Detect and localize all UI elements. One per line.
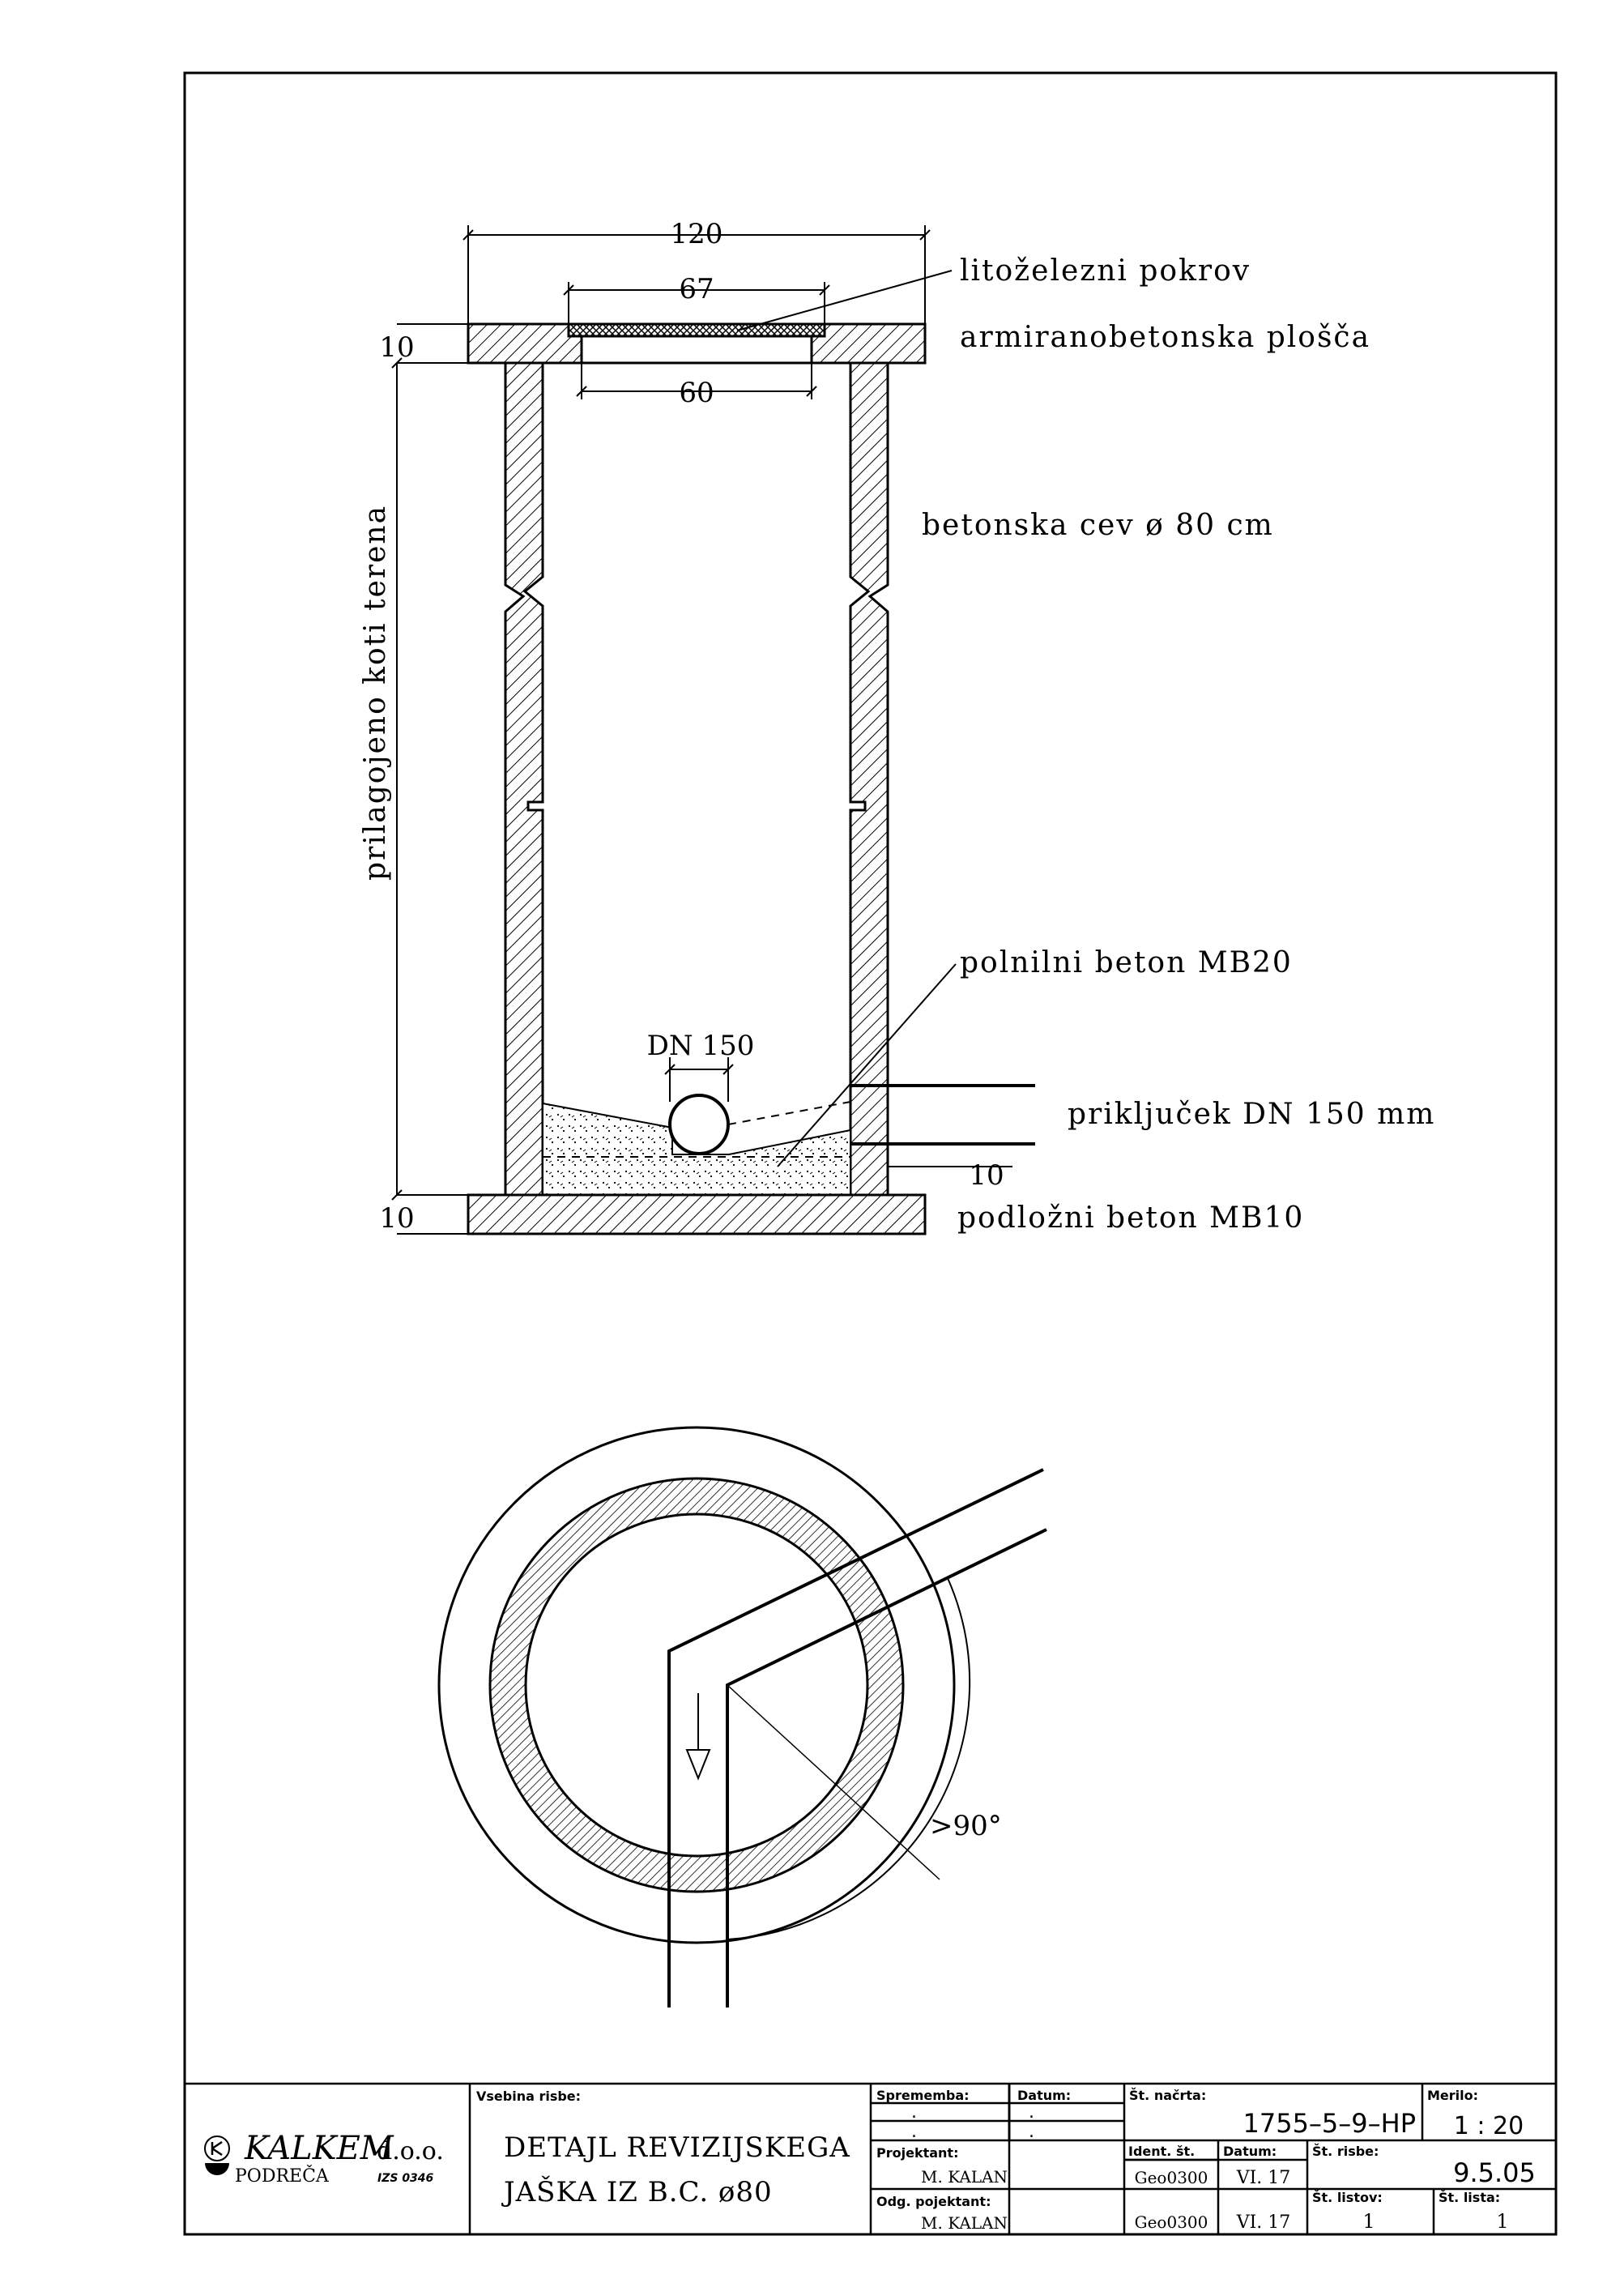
angle-label: >90°	[930, 1810, 1002, 1842]
slab-opening	[582, 336, 812, 363]
date-row-1: .	[1029, 2102, 1034, 2123]
scale-header: Merilo:	[1427, 2088, 1479, 2103]
drawing-no: 9.5.05	[1453, 2157, 1536, 2188]
company-name: KALKEM	[245, 2130, 394, 2167]
revision-header: Sprememba:	[876, 2088, 970, 2103]
plan-wall-ring	[508, 1496, 885, 1874]
plan-no-header: Št. načrta:	[1129, 2088, 1207, 2103]
plan-no: 1755–5–9–HP	[1243, 2108, 1416, 2139]
scale: 1 : 20	[1453, 2112, 1524, 2140]
designer-label: Projektant:	[876, 2145, 959, 2161]
flow-arrow-icon	[687, 1750, 710, 1778]
content-header: Vsebina risbe:	[476, 2089, 582, 2104]
label-pipe: betonska cev ø 80 cm	[922, 509, 1274, 542]
content-line1: DETAJL REVIZIJSKEGA	[504, 2131, 850, 2164]
left-wall	[505, 363, 543, 1195]
ident-date-2: VI. 17	[1236, 2212, 1291, 2233]
designer-name: M. KALAN	[921, 2167, 1008, 2187]
label-base: podložni beton MB10	[957, 1201, 1305, 1235]
ident-header: Ident. št.	[1128, 2144, 1196, 2159]
date-header: Datum:	[1017, 2088, 1072, 2103]
sheets-header: Št. listov:	[1312, 2190, 1383, 2205]
right-wall	[850, 363, 888, 1195]
ident-date-header: Datum:	[1223, 2144, 1277, 2159]
dim-slab-bottom: 10	[379, 1202, 415, 1235]
base-slab	[468, 1195, 925, 1234]
ident-2: Geo0300	[1134, 2212, 1208, 2232]
dim-pipe-dn: DN 150	[646, 1030, 755, 1062]
sheets: 1	[1362, 2210, 1375, 2233]
sheet: 1	[1496, 2210, 1509, 2233]
revision-row-1: .	[911, 2102, 917, 2123]
company-code: IZS 0346	[377, 2172, 434, 2185]
date-row-2: .	[1029, 2122, 1034, 2142]
label-cover: litoželezni pokrov	[960, 254, 1251, 288]
manhole-plan	[439, 1427, 1046, 2008]
angle-arc	[727, 1578, 970, 1939]
company-logo	[205, 2136, 229, 2175]
dim-cover-width: 67	[679, 273, 714, 305]
label-connection: priključek DN 150 mm	[1068, 1098, 1436, 1131]
sheet-header: Št. lista:	[1439, 2190, 1501, 2205]
drawing-no-header: Št. risbe:	[1312, 2144, 1379, 2159]
label-side: prilagojeno koti terena	[359, 504, 392, 881]
ident-1: Geo0300	[1134, 2168, 1208, 2187]
label-fill: polnilni beton MB20	[960, 946, 1293, 979]
content-line2: JAŠKA IZ B.C. ø80	[504, 2176, 773, 2208]
company-suffix: d.o.o.	[377, 2137, 444, 2165]
cast-iron-cover	[569, 324, 825, 336]
dim-opening-width: 60	[679, 377, 714, 409]
dim-slab-top: 10	[379, 331, 415, 364]
dim-inlet-height: 10	[969, 1159, 1004, 1192]
revision-row-2: .	[911, 2122, 917, 2142]
ident-date-1: VI. 17	[1236, 2168, 1291, 2188]
manhole-section	[468, 324, 1035, 1234]
resp-designer-label: Odg. pojektant:	[876, 2194, 991, 2209]
dim-overall-width: 120	[670, 218, 723, 250]
pipe-dn150	[670, 1095, 728, 1154]
label-slab: armiranobetonska plošča	[960, 321, 1371, 354]
company-place: PODREČA	[235, 2166, 329, 2187]
plan-channel-left	[669, 1470, 1043, 2008]
resp-designer-name: M. KALAN	[921, 2213, 1008, 2233]
